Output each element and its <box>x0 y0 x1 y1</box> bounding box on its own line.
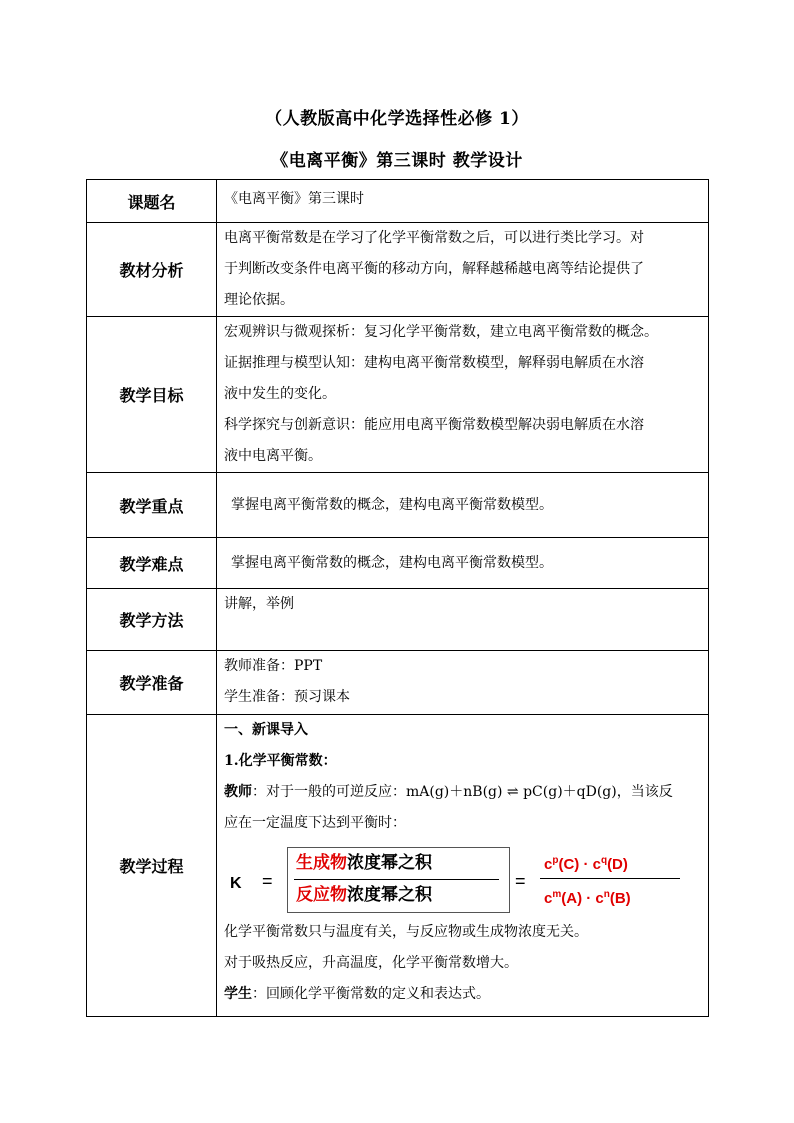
key-content <box>217 473 709 538</box>
prep-content <box>217 651 709 715</box>
lesson-plan-table <box>86 179 709 1017</box>
formula-k: K <box>230 875 242 892</box>
denominator-red: 反应物 <box>296 885 347 904</box>
analysis-line: 理论依据。 <box>224 292 294 308</box>
key-label: 教学重点 <box>87 473 217 538</box>
rnum-part: (C) · c <box>558 856 601 873</box>
analysis-label: 教材分析 <box>87 223 217 317</box>
table-row-process <box>87 715 709 1017</box>
rden-part: (A) · c <box>561 890 604 907</box>
fraction-bar-2 <box>540 878 680 879</box>
student-text: ：回顾化学平衡常数的定义和表达式。 <box>252 986 490 1002</box>
topic-value <box>217 180 709 223</box>
method-content <box>217 589 709 651</box>
student-line <box>224 979 702 1010</box>
difficulty-text: 掌握电离平衡常数的概念，建构电离平衡常数模型。 <box>231 554 553 571</box>
formula-denominator <box>296 884 432 906</box>
goals-content <box>217 317 709 473</box>
goals-label: 教学目标 <box>87 317 217 473</box>
table-row-difficulty <box>87 538 709 589</box>
teacher-line <box>224 777 702 808</box>
student-tag: 学生 <box>224 986 252 1002</box>
process-content <box>217 715 709 1017</box>
analysis-line: 电离平衡常数是在学习了化学平衡常数之后，可以进行类比学习。对 <box>224 230 644 246</box>
formula-equals-2: = <box>515 871 526 891</box>
document-subtitle: （人教版高中化学选择性必修 1） <box>265 109 529 129</box>
formula-concentration-numerator <box>544 849 628 880</box>
formula-numerator <box>296 852 432 874</box>
process-section-heading: 一、新课导入 <box>224 722 308 738</box>
goals-line: 科学探究与创新意识：能应用电离平衡常数模型解决弱电解质在水溶 <box>224 417 644 433</box>
equilibrium-constant-formula <box>224 839 702 917</box>
prep-teacher-text: 教师准备：PPT <box>224 658 323 674</box>
teacher-text: ：对于一般的可逆反应：mA(g)＋nB(g) ⇌ pC(g)＋qD(g)，当该反 <box>252 784 673 800</box>
analysis-content <box>217 223 709 317</box>
process-note: 化学平衡常数只与温度有关，与反应物或生成物浓度无关。 <box>224 924 588 940</box>
table-row-goals <box>87 317 709 473</box>
rden-sup: n <box>603 889 610 900</box>
table-row-topic <box>87 180 709 223</box>
numerator-red: 生成物 <box>296 853 347 872</box>
numerator-black: 浓度幂之积 <box>347 853 432 872</box>
rden-part: (B) <box>609 890 631 907</box>
difficulty-content <box>217 538 709 589</box>
fraction-bar <box>294 879 499 880</box>
rnum-sup: p <box>552 855 559 866</box>
method-text: 讲解，举例 <box>224 596 294 612</box>
table-row-analysis <box>87 223 709 317</box>
rden-part: c <box>544 890 553 907</box>
rnum-sup: q <box>600 855 608 866</box>
process-subsection-heading: 1.化学平衡常数： <box>224 753 337 769</box>
topic-text: 《电离平衡》第三课时 <box>224 191 364 207</box>
analysis-line: 于判断改变条件电离平衡的移动方向，解释越稀越电离等结论提供了 <box>224 261 644 277</box>
goals-line: 宏观辨识与微观探析：复习化学平衡常数，建立电离平衡常数的概念。 <box>224 324 658 340</box>
process-label: 教学过程 <box>87 715 217 1017</box>
difficulty-label: 教学难点 <box>87 538 217 589</box>
teacher-text-continued: 应在一定温度下达到平衡时： <box>224 815 406 831</box>
goals-line: 液中发生的变化。 <box>224 386 336 402</box>
teacher-tag: 教师 <box>224 784 252 800</box>
prep-student-text: 学生准备：预习课本 <box>224 689 350 705</box>
goals-line: 液中电离平衡。 <box>224 448 322 464</box>
denominator-black: 浓度幂之积 <box>347 885 432 904</box>
rnum-part: (D) <box>607 856 628 873</box>
rnum-part: c <box>544 856 553 873</box>
key-text: 掌握电离平衡常数的概念，建构电离平衡常数模型。 <box>231 496 553 513</box>
document-title: 《电离平衡》第三课时 教学设计 <box>271 151 523 171</box>
process-note: 对于吸热反应，升高温度，化学平衡常数增大。 <box>224 955 518 971</box>
topic-label: 课题名 <box>87 180 217 223</box>
table-row-prep <box>87 651 709 715</box>
formula-equals: = <box>262 871 273 891</box>
table-row-method <box>87 589 709 651</box>
table-row-key <box>87 473 709 538</box>
formula-concentration-denominator <box>544 883 631 914</box>
goals-line: 证据推理与模型认知：建构电离平衡常数模型，解释弱电解质在水溶 <box>224 355 644 371</box>
prep-label: 教学准备 <box>87 651 217 715</box>
method-label: 教学方法 <box>87 589 217 651</box>
formula-word-fraction <box>287 847 510 913</box>
rden-sup: m <box>552 889 562 900</box>
